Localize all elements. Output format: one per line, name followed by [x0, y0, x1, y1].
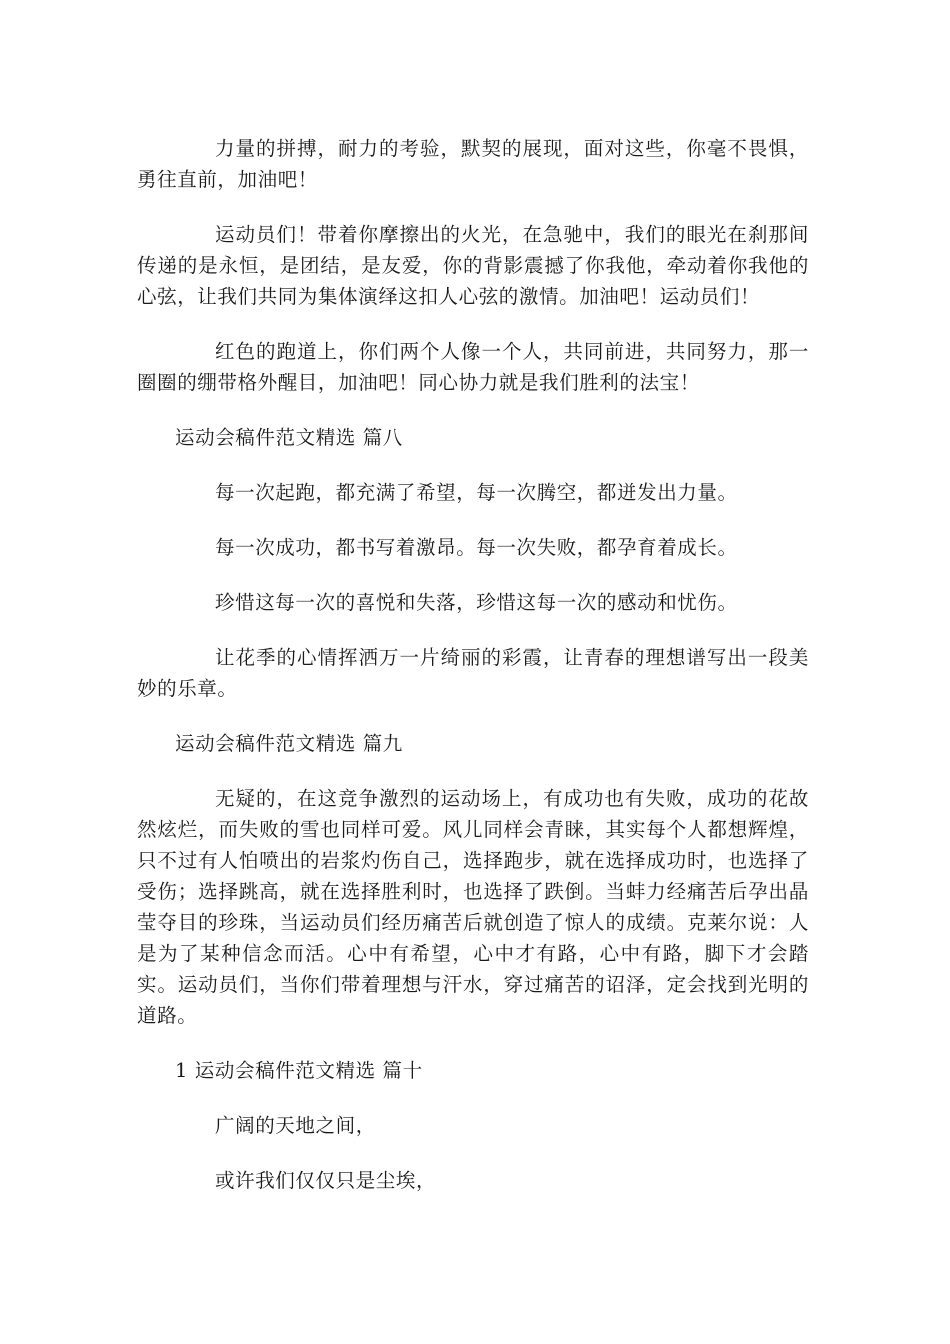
section-heading: 1 运动会稿件范文精选 篇十: [175, 1059, 423, 1082]
paragraph: 无疑的，在这竞争激烈的运动场上，有成功也有失败，成功的花故然炫烂，而失败的雪也同样可爱。风儿同样会青睐，其实每个人都想辉煌，只不过有人怕喷出的岩浆灼伤自己，选择跑步，就在选择成功时，也选择了受伤；选择跳高，就在选择胜利时，也选择了跌倒。当蚌力经痛苦后孕出晶莹夺目的珍珠，当运动员们经历痛苦后就创造了惊人的成绩。克莱尔说：人是为了某种信念而活。心中有希望，心中才有路，心中有路，脚下才会踏实。运动员们，当你们带着理想与汗水，穿过痛苦的诏泽，定会找到光明的道路。: [137, 787, 809, 1027]
section-heading: 运动会稿件范文精选 篇九: [175, 732, 403, 755]
paragraph: 珍惜这每一次的喜悦和失落，珍惜这每一次的感动和忧伤。: [215, 591, 738, 614]
document-body: [137, 133, 809, 1220]
paragraph: 每一次成功，都书写着激昂。每一次失败，都孕育着成长。: [215, 536, 738, 559]
paragraph: 红色的跑道上，你们两个人像一个人，共同前进，共同努力，那一圈圈的绷带格外醒目，加油吧！同心协力就是我们胜利的法宝！: [137, 340, 809, 394]
paragraph: 力量的拼搏，耐力的考验，默契的展现，面对这些，你毫不畏惧，勇往直前，加油吧！: [137, 137, 809, 191]
paragraph: 广阔的天地之间，: [215, 1114, 376, 1137]
paragraph: 每一次起跑，都充满了希望，每一次腾空，都迸发出力量。: [215, 481, 738, 504]
paragraph: 让花季的心情挥洒万一片绮丽的彩霞，让青春的理想谱写出一段美妙的乐章。: [137, 646, 809, 700]
section-heading: 运动会稿件范文精选 篇八: [175, 426, 403, 449]
paragraph: 运动员们！带着你摩擦出的火光，在急驰中，我们的眼光在刹那间传递的是永恒，是团结，是友爱，你的背影震撼了你我他，牵动着你我他的心弦，让我们共同为集体演绎这扣人心弦的激情。加油吧！运动员们！: [137, 223, 809, 308]
paragraph: 或许我们仅仅只是尘埃，: [215, 1169, 437, 1192]
